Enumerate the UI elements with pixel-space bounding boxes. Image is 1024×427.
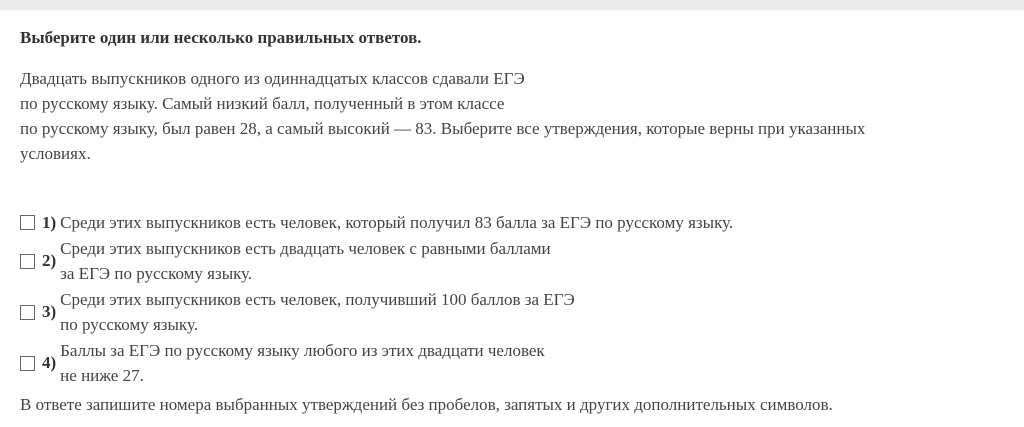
option-2-line: за ЕГЭ по русскому языку.: [60, 264, 253, 283]
option-2-text: [60, 236, 550, 286]
answer-option-4[interactable]: [20, 338, 733, 388]
answer-instruction: В ответе запишите номера выбранных утверждений без пробелов, запятых и других дополнительных символов.: [20, 395, 833, 414]
option-3-checkbox[interactable]: [20, 305, 35, 320]
option-3-number: 3): [42, 302, 57, 321]
option-4-line: Баллы за ЕГЭ по русскому языку любого из этих двадцати человек: [60, 341, 545, 360]
option-1-line: Среди этих выпускников есть человек, который получил 83 балла за ЕГЭ по русскому языку.: [60, 213, 734, 232]
answer-options: [20, 210, 733, 389]
option-4-line: не ниже 27.: [60, 366, 144, 385]
option-2-checkbox[interactable]: [20, 254, 35, 269]
option-3-line: Среди этих выпускников есть человек, получивший 100 баллов за ЕГЭ: [60, 290, 575, 309]
answer-option-2[interactable]: [20, 236, 733, 286]
option-1-checkbox[interactable]: [20, 215, 35, 230]
description-line: по русскому языку. Самый низкий балл, полученный в этом классе: [20, 94, 505, 113]
option-4-text: [60, 338, 545, 388]
option-4-number: 4): [42, 353, 57, 372]
option-1-number: 1): [42, 212, 57, 232]
option-1-text: [60, 210, 733, 235]
option-3-line: по русскому языку.: [60, 315, 198, 334]
task-description: [20, 66, 1002, 166]
answer-option-1[interactable]: [20, 210, 733, 235]
answer-option-3[interactable]: [20, 287, 733, 337]
top-bar: [0, 0, 1024, 10]
option-4-checkbox[interactable]: [20, 356, 35, 371]
description-line: по русскому языку, был равен 28, а самый высокий — 83. Выберите все утверждения, которые верны при указанных: [20, 119, 866, 138]
description-line: условиях.: [20, 144, 91, 163]
task-heading: Выберите один или несколько правильных ответов.: [20, 28, 422, 47]
description-line: Двадцать выпускников одного из одиннадцатых классов сдавали ЕГЭ: [20, 69, 525, 88]
option-3-text: [60, 287, 575, 337]
option-2-line: Среди этих выпускников есть двадцать человек с равными баллами: [60, 239, 551, 258]
option-2-number: 2): [42, 251, 57, 270]
